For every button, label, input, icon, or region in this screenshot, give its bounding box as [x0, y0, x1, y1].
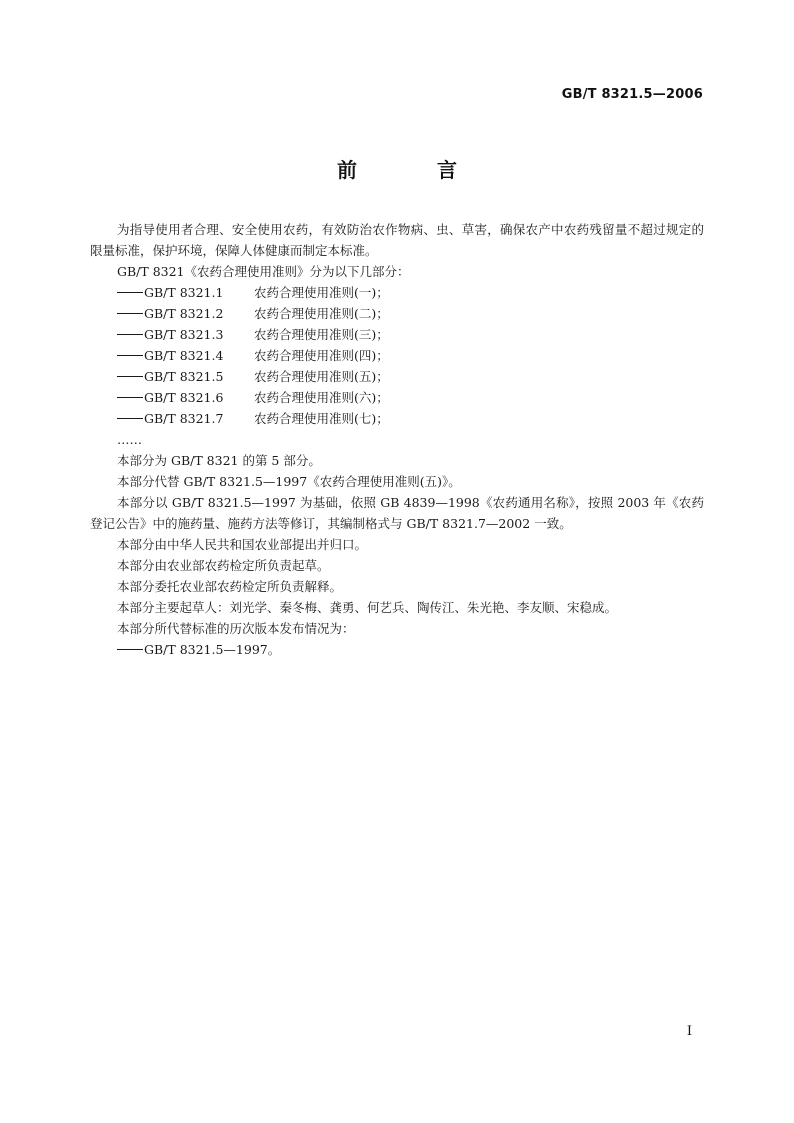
- part-code: GB/T 8321.3: [144, 327, 224, 342]
- part-code: GB/T 8321.5: [144, 369, 224, 384]
- em-dash-mark: [117, 649, 143, 651]
- part-code: GB/T 8321.6: [144, 390, 224, 405]
- paragraph: 本部分以 GB/T 8321.5—1997 为基础，依照 GB 4839—1998《农药通用名称》，按照 2003 年《农药登记公告》中的施药量、施药方法等修订，其编制格式与 GB/T 8321.7—2002 一致。: [90, 495, 704, 531]
- em-dash-mark: [117, 397, 143, 399]
- paragraph: 本部分由中华人民共和国农业部提出并归口。: [117, 537, 368, 552]
- list-item: [90, 387, 704, 408]
- previous-version: GB/T 8321.5—1997。: [144, 642, 281, 657]
- standard-code-header: GB/T 8321.5—2006: [561, 87, 703, 102]
- paragraph: 本部分委托农业部农药检定所负责解释。: [117, 579, 343, 594]
- part-code: GB/T 8321.7: [144, 411, 224, 426]
- list-item: [90, 282, 704, 303]
- list-item: [90, 303, 704, 324]
- part-code: GB/T 8321.2: [144, 306, 224, 321]
- paragraph: 本部分所代替标准的历次版本发布情况为：: [117, 621, 355, 636]
- part-title: 农药合理使用准则(七)；: [254, 411, 389, 426]
- list-item: [90, 366, 704, 387]
- em-dash-mark: [117, 313, 143, 315]
- part-title: 农药合理使用准则(二)；: [254, 306, 389, 321]
- list-item: [90, 345, 704, 366]
- paragraph: 本部分主要起草人：刘光学、秦冬梅、龚勇、何艺兵、陶传江、朱光艳、李友顺、宋稳成。: [117, 600, 618, 615]
- part-title: 农药合理使用准则(五)；: [254, 369, 389, 384]
- part-title: 农药合理使用准则(四)；: [254, 348, 389, 363]
- paragraph: 本部分为 GB/T 8321 的第 5 部分。: [117, 453, 321, 468]
- list-item: [90, 324, 704, 345]
- list-item: [90, 639, 704, 660]
- em-dash-mark: [117, 334, 143, 336]
- em-dash-mark: [117, 376, 143, 378]
- parts-intro-paragraph: GB/T 8321《农药合理使用准则》分为以下几部分：: [117, 264, 410, 279]
- part-title: 农药合理使用准则(三)；: [254, 327, 389, 342]
- em-dash-mark: [117, 355, 143, 357]
- list-item: [90, 408, 704, 429]
- paragraph: 本部分代替 GB/T 8321.5—1997《农药合理使用准则(五)》。: [117, 474, 461, 489]
- paragraph: 本部分由农业部农药检定所负责起草。: [117, 558, 330, 573]
- page-number: I: [686, 1024, 692, 1039]
- em-dash-mark: [117, 292, 143, 294]
- part-title: 农药合理使用准则(六)；: [254, 390, 389, 405]
- page-title: 前 言: [337, 158, 487, 182]
- document-body: [90, 219, 704, 660]
- intro-paragraph: 为指导使用者合理、安全使用农药，有效防治农作物病、虫、草害，确保农产中农药残留量不超过规定的限量标准，保护环境，保障人体健康而制定本标准。: [90, 222, 704, 258]
- part-code: GB/T 8321.4: [144, 348, 224, 363]
- part-title: 农药合理使用准则(一)；: [254, 285, 389, 300]
- ellipsis-line: ……: [117, 432, 142, 447]
- em-dash-mark: [117, 418, 143, 420]
- part-code: GB/T 8321.1: [144, 285, 224, 300]
